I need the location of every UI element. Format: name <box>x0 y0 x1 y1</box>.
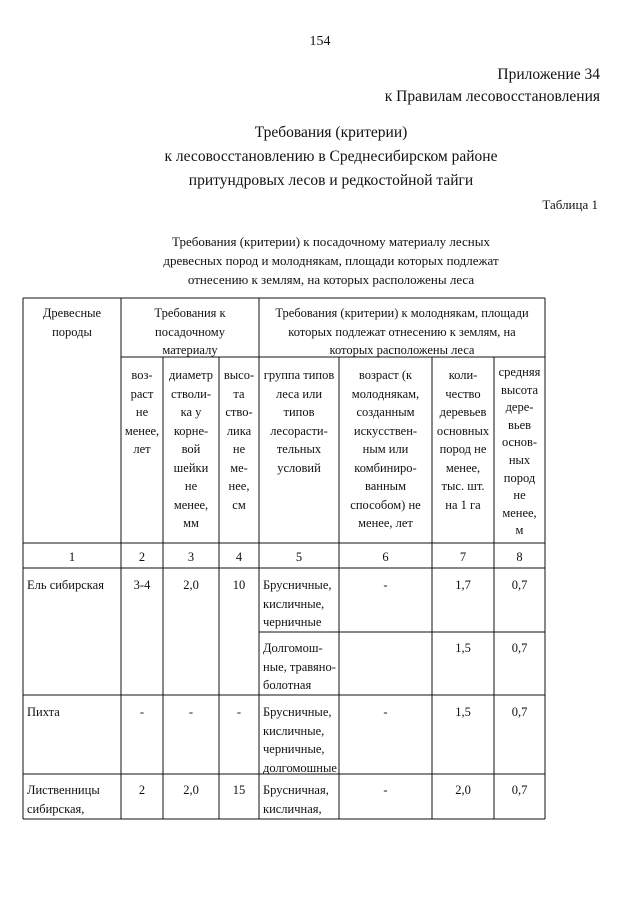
header-average-height: средняя высота дере- вьев основ- ных пород не менее, м <box>498 365 541 538</box>
cell-age: 3-4 <box>133 578 151 592</box>
cell-height: - <box>236 705 242 719</box>
header-stem-height: высо- та ство- лика не ме- нее, см <box>223 368 255 512</box>
column-number: 6 <box>382 550 389 564</box>
title-line-1: Требования (критерии) <box>254 124 408 141</box>
cell-species: Пихта <box>27 705 60 719</box>
title-line-2: к лесовосстановлению в Среднесибирском районе <box>164 148 498 165</box>
header-young-stands: Требования (критерии) к молоднякам, площади которых подлежат отнесению к землям, на которых расположены леса <box>275 306 529 357</box>
column-number: 4 <box>235 550 243 564</box>
cell-diameter: - <box>188 705 194 719</box>
cell-diameter: 2,0 <box>183 578 199 592</box>
cell-species: Ель сибирская <box>27 578 104 592</box>
cell-average-height: 0,7 <box>511 578 528 592</box>
header-age: воз- раст не менее, лет <box>124 368 160 456</box>
column-number: 1 <box>68 550 76 564</box>
cell-forest-types: Брусничная, кисличная, <box>263 783 329 816</box>
header-forest-type-group: группа типов леса или типов лесорасти- тельных условий <box>263 368 335 475</box>
caption-line-1: Требования (критерии) к посадочному материалу лесных <box>172 234 490 249</box>
cell-young-age: - <box>383 783 388 797</box>
cell-forest-types: Долгомош- ные, травяно- болотная <box>263 641 336 692</box>
cell-diameter: 2,0 <box>183 783 199 797</box>
appendix-line-2: к Правилам лесовосстановления <box>384 88 600 105</box>
table-caption <box>0 232 640 289</box>
appendix-line-1: Приложение 34 <box>497 66 600 83</box>
cell-age: - <box>139 705 145 719</box>
cell-species: Лиственницы сибирская, <box>27 783 100 816</box>
cell-height: 10 <box>232 578 246 592</box>
header-stem-diameter: диаметр стволи- ка у корне- вой шейки не менее, мм <box>169 368 213 530</box>
header-planting-material: Требования к посадочному материалу <box>154 306 226 357</box>
header-species: Древесные породы <box>42 306 102 339</box>
document-title <box>0 121 640 193</box>
cell-height: 15 <box>232 783 246 797</box>
cell-average-height: 0,7 <box>511 783 528 797</box>
column-number: 7 <box>459 550 467 564</box>
cell-tree-count: 1,5 <box>455 641 471 655</box>
column-number: 8 <box>516 550 523 564</box>
caption-line-3: отнесению к землям, на которых расположены леса <box>187 272 475 287</box>
cell-forest-types: Брусничные, кисличные, черничные, долгомошные <box>263 705 337 775</box>
appendix-reference <box>385 64 600 108</box>
column-number: 5 <box>295 550 303 564</box>
cell-young-age: - <box>383 705 388 719</box>
cell-young-age: - <box>383 578 388 592</box>
page-number: 154 <box>309 34 331 49</box>
cell-tree-count: 1,7 <box>455 578 471 592</box>
cell-forest-types: Брусничные, кисличные, черничные <box>263 578 332 629</box>
cell-age: 2 <box>138 783 146 797</box>
caption-line-2: древесных пород и молоднякам, площади которых подлежат <box>163 253 499 268</box>
cell-average-height: 0,7 <box>511 705 528 719</box>
cell-tree-count: 1,5 <box>455 705 471 719</box>
header-tree-count: коли- чество деревьев основных пород не менее, тыс. шт. на 1 га <box>436 368 490 512</box>
cell-tree-count: 2,0 <box>455 783 471 797</box>
header-young-age: возраст (к молоднякам, созданным искусствен- ным или комбиниро- ванным способом) не менее, лет <box>350 368 421 530</box>
column-number: 3 <box>187 550 195 564</box>
cell-average-height: 0,7 <box>511 641 528 655</box>
table-label: Таблица 1 <box>542 197 598 212</box>
column-number: 2 <box>138 550 146 564</box>
title-line-3: притундровых лесов и редкостойной тайги <box>188 172 474 189</box>
